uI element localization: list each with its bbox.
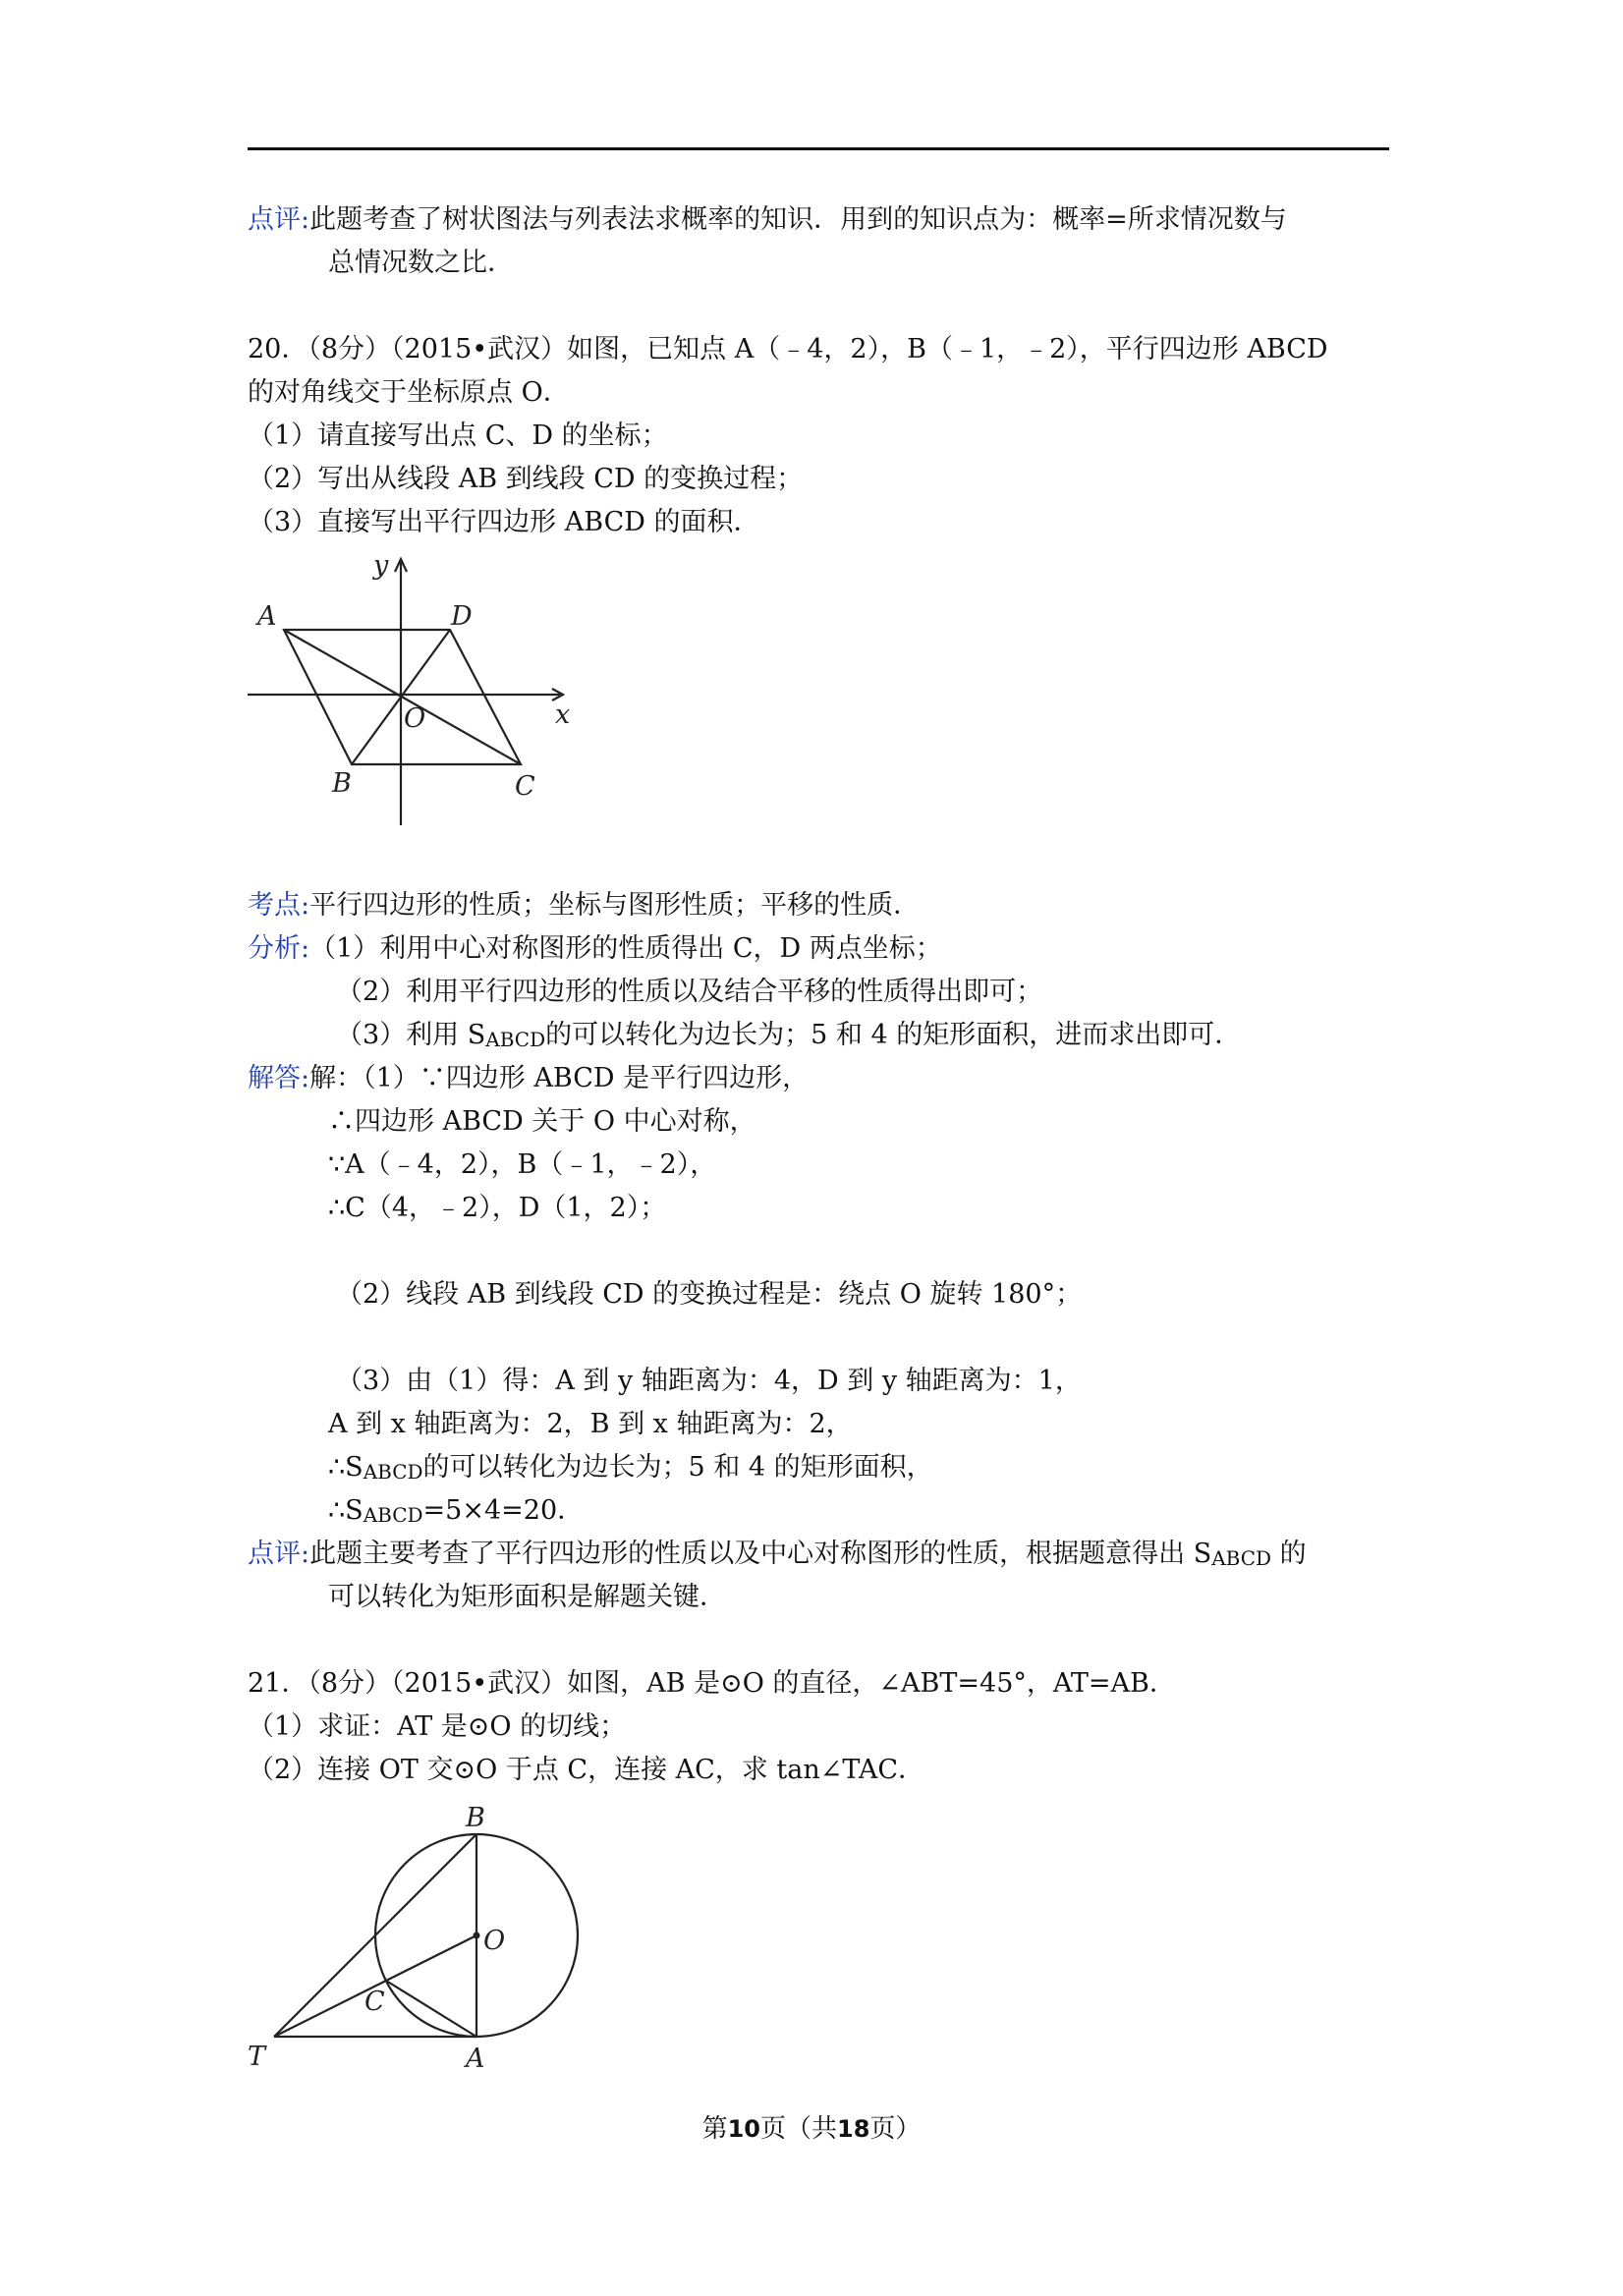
q20-fenxi-line3: （3）利用 $S_{ABCD}$的可以转化为边长为；5 和 4 的矩形面积，进而求出即可．: [336, 1020, 1242, 1051]
label-d: D: [451, 601, 473, 632]
q20-stem-line1: 20．（8分）（2015•武汉）如图，已知点 A（﹣4，2），B（﹣1，﹣2），平行四边形 ABCD: [248, 334, 1328, 364]
jieda-label: 解答:: [248, 1063, 310, 1093]
q20-kaodian: 考点:平行四边形的性质；坐标与图形性质；平移的性质．: [248, 890, 921, 921]
q21-part1: （1）求证：AT 是⊙O 的切线；: [248, 1711, 627, 1742]
q21-part2: （2）连接 OT 交⊙O 于点 C，连接 AC，求 tan∠TAC．: [248, 1755, 925, 1785]
q20-stem-line2: 的对角线交于坐标原点 O．: [248, 377, 570, 408]
q20-jieda-line1: 解答:解：（1）∵四边形 ABCD 是平行四边形，: [248, 1063, 810, 1093]
q20-dianping-line1: 点评:此题主要考查了平行四边形的性质以及中心对称图形的性质，根据题意得出 $S_{ABCD}$ 的: [248, 1539, 1307, 1570]
center-point: [474, 1932, 480, 1939]
q20-fenxi-line2: （2）利用平行四边形的性质以及结合平移的性质得出即可；: [336, 977, 1043, 1007]
label-b: B: [466, 1803, 485, 1833]
q20-part3: （3）直接写出平行四边形 ABCD 的面积．: [248, 507, 760, 537]
q20-fenxi-line1: 分析:（1）利用中心对称图形的性质得出 C，D 两点坐标；: [248, 933, 942, 964]
q20-part2: （2）写出从线段 AB 到线段 CD 的变换过程；: [248, 464, 804, 494]
label-b: B: [332, 768, 352, 799]
page-number: 10: [727, 2115, 760, 2143]
comment-label: 点评:: [248, 204, 310, 235]
label-x: x: [555, 700, 571, 730]
fenxi-label: 分析:: [248, 933, 310, 964]
label-a: A: [466, 2044, 485, 2074]
dianping-label: 点评:: [248, 1539, 310, 1569]
q21-figure-circle: [236, 1794, 599, 2089]
q21-stem: 21．（8分）（2015•武汉）如图，AB 是⊙O 的直径，∠ABT=45°，AT=AB．: [248, 1668, 1176, 1699]
q20-jieda-line9: $\therefore S_{ABCD}=5\times 4=20$．: [328, 1495, 585, 1527]
q20-dianping-line2: 可以转化为矩形面积是解题关键．: [328, 1582, 726, 1612]
q20-figure-parallelogram: [236, 550, 589, 835]
q20-jieda-line3: ∵A（﹣4，2），B（﹣1，﹣2），: [328, 1149, 717, 1180]
comment-19-line1: 点评:此题考查了树状图法与列表法求概率的知识．用到的知识点为：概率=所求情况数与: [248, 204, 1287, 235]
page-total: 18: [837, 2115, 870, 2143]
header-rule: [248, 147, 1389, 150]
q20-part1: （1）请直接写出点 C、D 的坐标；: [248, 420, 668, 451]
label-o: O: [404, 703, 426, 734]
label-y: y: [373, 550, 389, 581]
segment-ac: [386, 1981, 476, 2037]
kaodian-label: 考点:: [248, 890, 310, 921]
label-o: O: [483, 1926, 506, 1956]
q20-jieda-line6: （3）由（1）得：A 到 y 轴距离为：4，D 到 y 轴距离为：1，: [336, 1366, 1082, 1396]
label-t: T: [248, 2042, 266, 2072]
page-footer: 第10页（共18页）: [701, 2114, 922, 2144]
q20-jieda-line2: ∴四边形 ABCD 关于 O 中心对称，: [328, 1106, 756, 1137]
q20-jieda-line8: $\therefore S_{ABCD}$的可以转化为边长为；5 和 4 的矩形面积，: [328, 1452, 933, 1484]
q20-jieda-line5: （2）线段 AB 到线段 CD 的变换过程是：绕点 O 旋转 180°；: [336, 1279, 1083, 1310]
q20-jieda-line7: A 到 x 轴距离为：2，B 到 x 轴距离为：2，: [328, 1409, 853, 1439]
q20-jieda-line4: ∴C（4，﹣2），D（1，2）；: [328, 1193, 667, 1223]
label-c: C: [515, 771, 535, 802]
label-c: C: [364, 1987, 385, 2017]
label-a: A: [257, 601, 277, 632]
comment-19-line2: 总情况数之比．: [328, 248, 514, 278]
